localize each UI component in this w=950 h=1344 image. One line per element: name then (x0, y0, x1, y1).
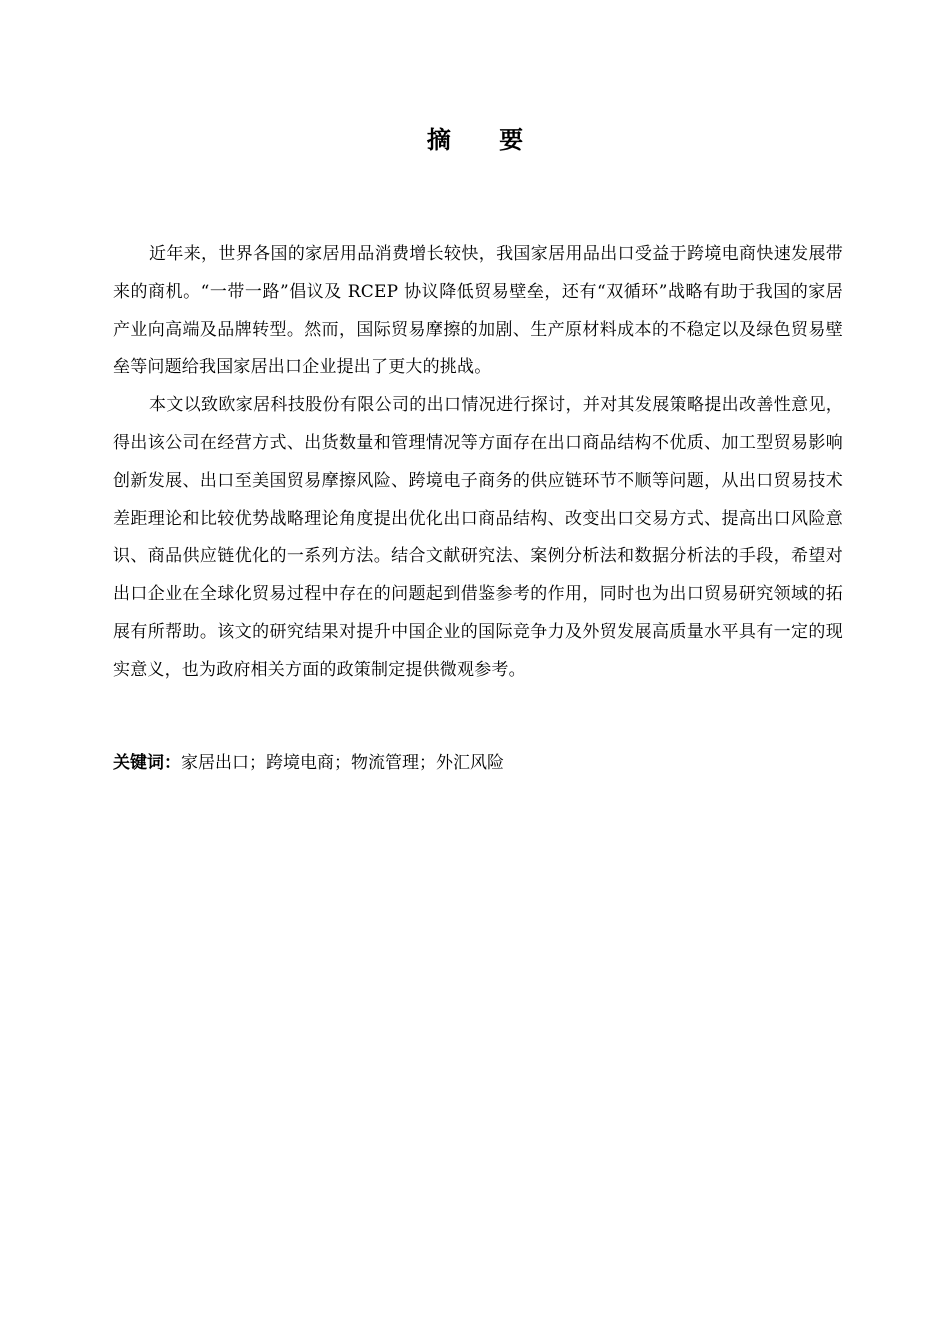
abstract-body (113, 236, 843, 690)
keywords-line (113, 747, 843, 779)
keywords-list: 家居出口；跨境电商；物流管理；外汇风险 (181, 753, 504, 773)
abstract-paragraph-2: 本文以致欧家居科技股份有限公司的出口情况进行探讨，并对其发展策略提出改善性意见，得出该公司在经营方式、出货数量和管理情况等方面存在出口商品结构不优质、加工型贸易影响创新发展、出口至美国贸易摩擦风险、跨境电子商务的供应链环节不顺等问题，从出口贸易技术差距理论和比较优势战略理论角度提出优化出口商品结构、改变出口交易方式、提高出口风险意识、商品供应链优化的一系列方法。结合文献研究法、案例分析法和数据分析法的手段，希望对出口企业在全球化贸易过程中存在的问题起到借鉴参考的作用，同时也为出口贸易研究领域的拓展有所帮助。该文的研究结果对提升中国企业的国际竞争力及外贸发展高质量水平具有一定的现实意义，也为政府相关方面的政策制定提供微观参考。 (113, 395, 843, 680)
page-title: 摘 要 (426, 126, 544, 154)
abstract-paragraph-1: 近年来，世界各国的家居用品消费增长较快，我国家居用品出口受益于跨境电商快速发展带来的商机。“一带一路”倡议及 RCEP 协议降低贸易壁垒，还有“双循环”战略有助于我国的家居产业向高端及品牌转型。然而，国际贸易摩擦的加剧、生产原材料成本的不稳定以及绿色贸易壁垒等问题给我国家居出口企业提出了更大的挑战。 (113, 244, 843, 378)
keywords-label: 关键词： (113, 753, 181, 773)
